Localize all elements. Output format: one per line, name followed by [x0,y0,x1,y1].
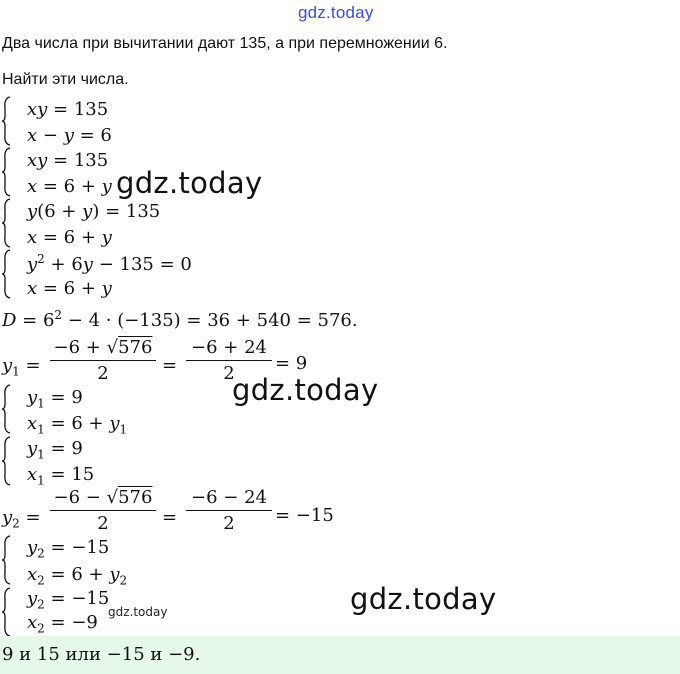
y2-value: = −15 [275,505,334,526]
watermark-small: gdz.today [108,605,168,619]
y1-value: = 9 [275,353,308,374]
system-brace [1,249,11,299]
equation: $y^2 + 6y - 135 = 0$ [27,252,192,275]
system-brace [1,587,11,637]
system-brace [1,96,11,146]
equation: $x_1 = 15$ [27,464,95,488]
problem-statement: Два числа при вычитании дают 135, а при перемножении 6. [2,35,448,52]
equation: y(6 + y) = 135 [27,201,161,222]
equals: = [162,507,178,528]
watermark-large: gdz.today [232,373,379,407]
problem-task: Найти эти числа. [2,71,129,88]
watermark-top: gdz.today [298,3,374,22]
y2-label: $y_2$ = [2,507,41,531]
watermark-large: gdz.today [116,166,263,200]
equation: $y_1 = 9$ [27,387,83,411]
equation: x = 6 + y [27,227,112,248]
answer-text: 9 и 15 или −15 и −9. [2,644,201,665]
equation: xy = 135 [27,99,109,120]
discriminant: $D = 6^2 - 4 \cdot (-135) = 36 + 540 = 576$. [2,308,358,331]
equation: $y_2 = -15$ [27,537,110,561]
fraction: −6 − 24 2 [186,487,272,534]
equation: $y_2 = -15$ [27,588,110,612]
equation: $x_1 = 6 + y_1$ [27,413,128,437]
y1-label: $y_1$ = [2,355,41,379]
system-brace [1,384,11,434]
fraction: −6 + 24 2 [186,337,272,384]
system-brace [1,147,11,197]
system-brace [1,436,11,486]
system-brace [1,535,11,585]
watermark-large: gdz.today [350,582,497,616]
equation: $x_2 = -9$ [27,612,98,636]
system-brace [1,198,11,248]
equation: $y_1 = 9$ [27,438,83,462]
equation: x = 6 + y [27,278,112,299]
fraction: −6 − √576 2 [50,487,156,534]
equation: xy = 135 [27,150,109,171]
fraction: −6 + √576 2 [50,337,156,384]
equation: x = 6 + y [27,176,112,197]
equation: x − y = 6 [27,125,112,146]
equals: = [162,355,178,376]
equation: $x_2 = 6 + y_2$ [27,564,128,588]
